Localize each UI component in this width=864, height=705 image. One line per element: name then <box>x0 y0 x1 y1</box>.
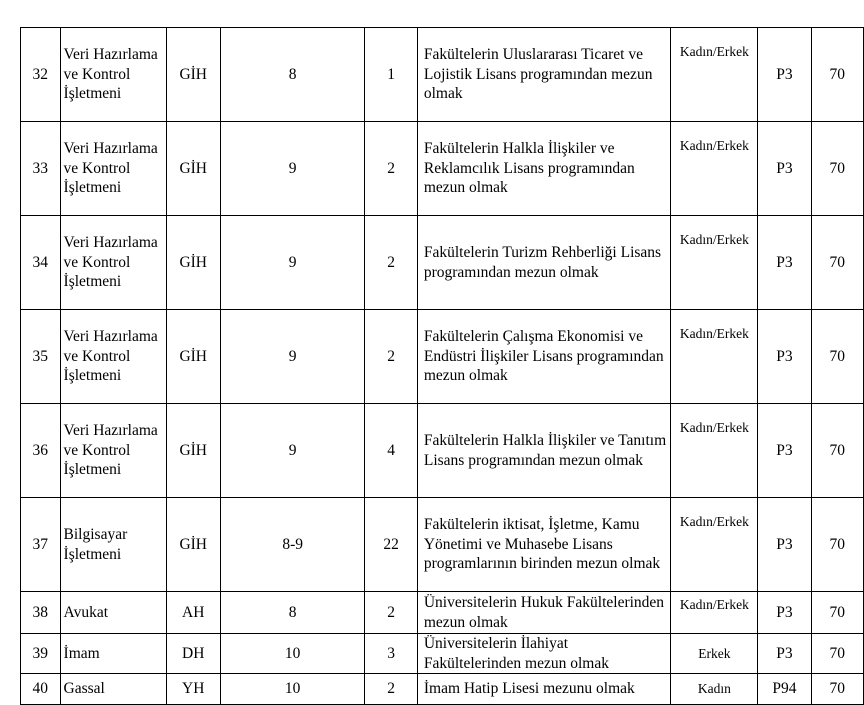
grade: 10 <box>220 674 365 705</box>
row-number: 32 <box>21 28 61 122</box>
position-count: 2 <box>365 310 417 404</box>
min-score: 70 <box>811 122 864 216</box>
min-score: 70 <box>811 28 864 122</box>
table-row <box>21 592 864 634</box>
class-code: GİH <box>166 122 220 216</box>
min-score: 70 <box>811 404 864 498</box>
requirement: Fakültelerin Çalışma Ekonomisi ve Endüstri İlişkiler Lisans programından mezun olmak <box>417 310 670 404</box>
position-title: Veri Hazırlama ve Kontrol İşletmeni <box>60 28 166 122</box>
position-title: Veri Hazırlama ve Kontrol İşletmeni <box>60 122 166 216</box>
grade: 9 <box>220 122 365 216</box>
table-row <box>21 674 864 705</box>
min-score: 70 <box>811 674 864 705</box>
table-row <box>21 404 864 498</box>
row-number: 39 <box>21 634 61 674</box>
table-row <box>21 28 864 122</box>
table-row <box>21 498 864 592</box>
table-row <box>21 122 864 216</box>
position-title: Veri Hazırlama ve Kontrol İşletmeni <box>60 310 166 404</box>
gender: Kadın/Erkek <box>671 404 758 498</box>
row-number: 36 <box>21 404 61 498</box>
requirement: Fakültelerin Uluslararası Ticaret ve Lojistik Lisans programından mezun olmak <box>417 28 670 122</box>
min-score: 70 <box>811 634 864 674</box>
grade: 8 <box>220 28 365 122</box>
row-number: 35 <box>21 310 61 404</box>
score-type: P3 <box>758 404 811 498</box>
class-code: GİH <box>166 310 220 404</box>
table-body <box>21 28 864 705</box>
row-number: 38 <box>21 592 61 634</box>
requirement: Fakültelerin Halkla İlişkiler ve Reklamcılık Lisans programından mezun olmak <box>417 122 670 216</box>
table-row <box>21 310 864 404</box>
table-row <box>21 634 864 674</box>
position-title: Bilgisayar İşletmeni <box>60 498 166 592</box>
position-count: 1 <box>365 28 417 122</box>
requirement: Fakültelerin iktisat, İşletme, Kamu Yönetimi ve Muhasebe Lisans programlarının birinden mezun olmak <box>417 498 670 592</box>
class-code: GİH <box>166 498 220 592</box>
grade: 8-9 <box>220 498 365 592</box>
gender: Kadın/Erkek <box>671 498 758 592</box>
score-type: P3 <box>758 122 811 216</box>
requirement: İmam Hatip Lisesi mezunu olmak <box>417 674 670 705</box>
position-title: Gassal <box>60 674 166 705</box>
row-number: 40 <box>21 674 61 705</box>
score-type: P3 <box>758 310 811 404</box>
position-title: Veri Hazırlama ve Kontrol İşletmeni <box>60 216 166 310</box>
grade: 9 <box>220 310 365 404</box>
grade: 8 <box>220 592 365 634</box>
score-type: P3 <box>758 28 811 122</box>
gender: Kadın/Erkek <box>671 310 758 404</box>
gender: Kadın/Erkek <box>671 216 758 310</box>
position-title: İmam <box>60 634 166 674</box>
grade: 9 <box>220 216 365 310</box>
score-type: P3 <box>758 498 811 592</box>
position-count: 2 <box>365 216 417 310</box>
score-type: P3 <box>758 592 811 634</box>
grade: 10 <box>220 634 365 674</box>
position-count: 4 <box>365 404 417 498</box>
class-code: YH <box>166 674 220 705</box>
min-score: 70 <box>811 592 864 634</box>
min-score: 70 <box>811 310 864 404</box>
position-title: Avukat <box>60 592 166 634</box>
score-type: P3 <box>758 216 811 310</box>
position-count: 2 <box>365 674 417 705</box>
class-code: GİH <box>166 404 220 498</box>
position-title: Veri Hazırlama ve Kontrol İşletmeni <box>60 404 166 498</box>
requirement: Üniversitelerin Hukuk Fakültelerinden mezun olmak <box>417 592 670 634</box>
class-code: DH <box>166 634 220 674</box>
gender: Kadın/Erkek <box>671 28 758 122</box>
gender: Kadın/Erkek <box>671 122 758 216</box>
position-count: 2 <box>365 592 417 634</box>
positions-table <box>20 27 864 705</box>
gender: Kadın/Erkek <box>671 592 758 634</box>
class-code: GİH <box>166 28 220 122</box>
class-code: AH <box>166 592 220 634</box>
min-score: 70 <box>811 216 864 310</box>
position-count: 22 <box>365 498 417 592</box>
row-number: 33 <box>21 122 61 216</box>
row-number: 34 <box>21 216 61 310</box>
score-type: P94 <box>758 674 811 705</box>
score-type: P3 <box>758 634 811 674</box>
gender: Erkek <box>671 634 758 674</box>
requirement: Fakültelerin Turizm Rehberliği Lisans programından mezun olmak <box>417 216 670 310</box>
min-score: 70 <box>811 498 864 592</box>
row-number: 37 <box>21 498 61 592</box>
position-count: 3 <box>365 634 417 674</box>
class-code: GİH <box>166 216 220 310</box>
requirement: Fakültelerin Halkla İlişkiler ve Tanıtım Lisans programından mezun olmak <box>417 404 670 498</box>
requirement: Üniversitelerin İlahiyat Fakültelerinden mezun olmak <box>417 634 670 674</box>
grade: 9 <box>220 404 365 498</box>
table-row <box>21 216 864 310</box>
position-count: 2 <box>365 122 417 216</box>
gender: Kadın <box>671 674 758 705</box>
